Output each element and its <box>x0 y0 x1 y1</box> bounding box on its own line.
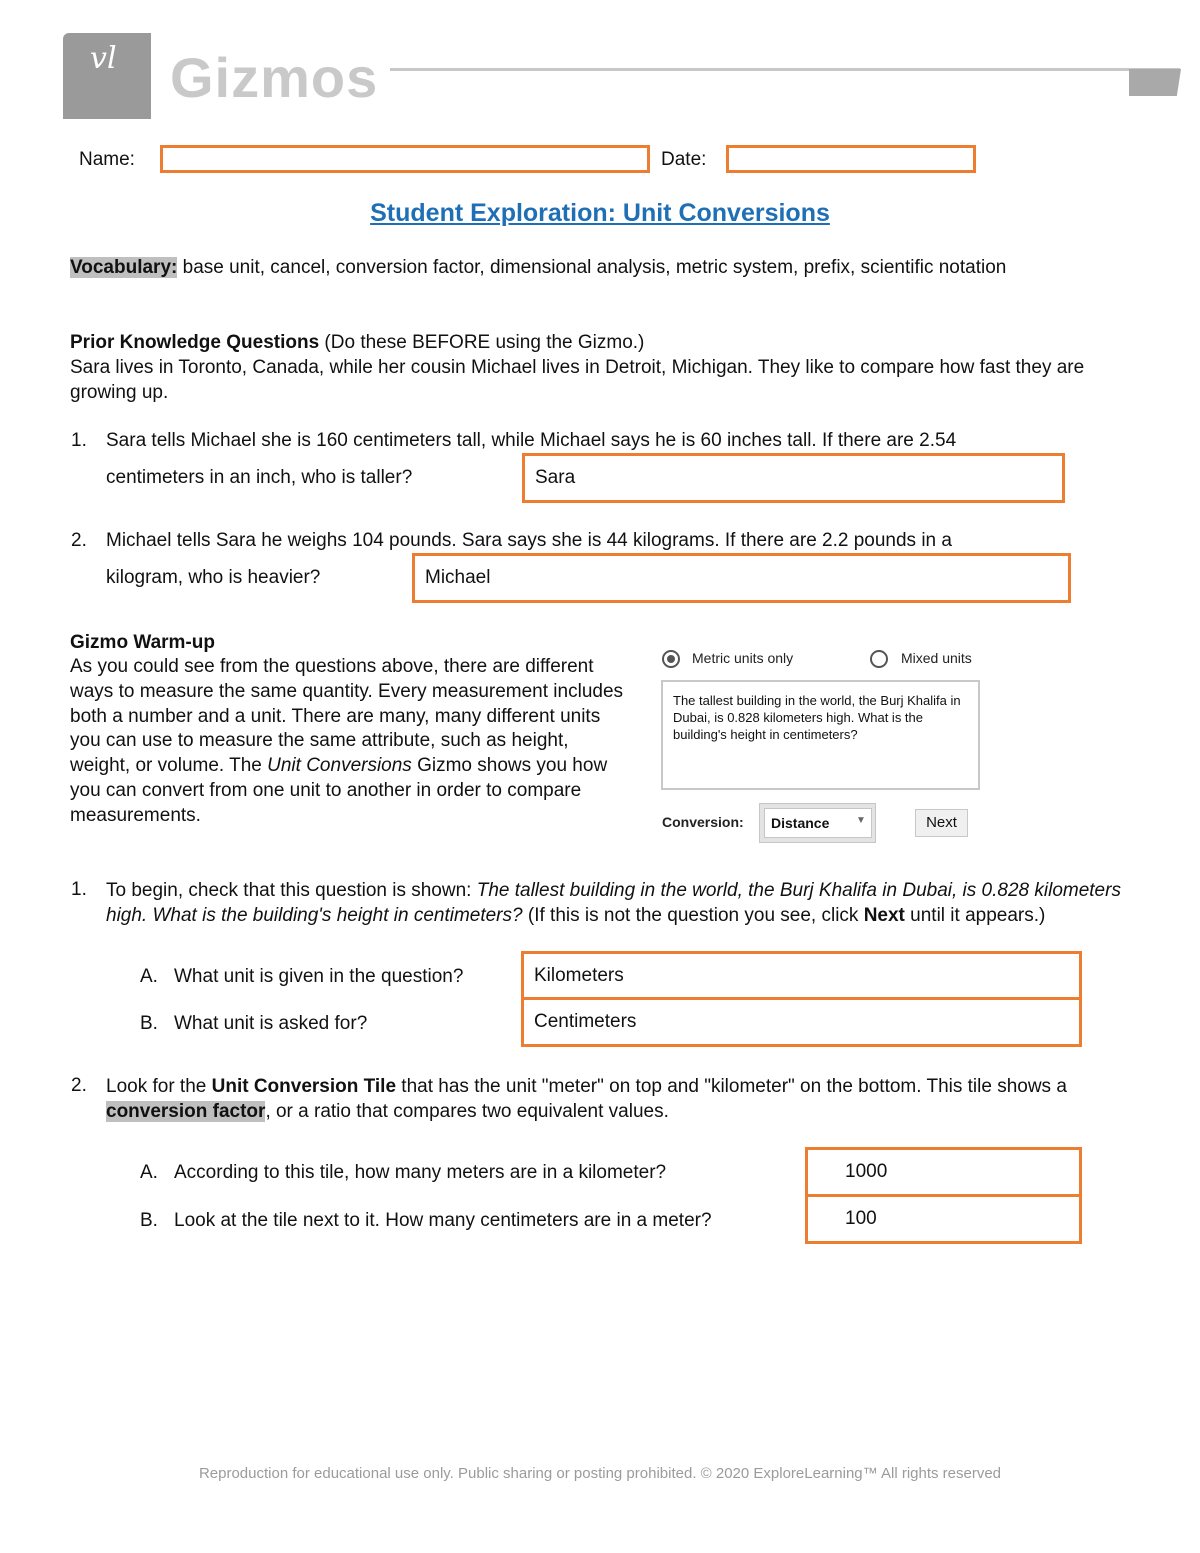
activity-q1a-label: A. <box>140 966 158 987</box>
prior-q1-text: Sara tells Michael she is 160 centimeters tall, while Michael says he is 60 inches tall. If there are 2.54 <box>106 430 957 451</box>
activity-q1a-text: What unit is given in the question? <box>174 966 464 987</box>
name-field[interactable] <box>160 145 650 173</box>
activity-q2a-label: A. <box>140 1162 158 1183</box>
date-field[interactable] <box>726 145 976 173</box>
warmup-gizmo-name: Unit Conversions <box>267 755 412 777</box>
activity-q2-text-a: Look for the <box>106 1076 212 1097</box>
prior-q2-answer[interactable]: Michael <box>412 553 1071 603</box>
radio-metric-label: Metric units only <box>692 650 794 666</box>
prior-q2-text: Michael tells Sara he weighs 104 pounds. Sara says she is 44 kilograms. If there are 2.2 pounds in a <box>106 530 952 551</box>
activity-q2a-text: According to this tile, how many meters are in a kilometer? <box>174 1162 667 1183</box>
next-button[interactable]: Next <box>915 809 968 837</box>
logo-mark: vl <box>90 41 117 76</box>
activity-q1-text-c: until it appears.) <box>904 905 1046 926</box>
vocabulary <box>70 255 1130 280</box>
radio-metric-units[interactable] <box>662 650 680 668</box>
warmup-heading: Gizmo Warm-up <box>70 632 215 653</box>
date-label: Date: <box>661 149 707 170</box>
prior-q2-number: 2. <box>71 530 87 551</box>
activity-q1a-answer[interactable]: Kilometers <box>521 951 1082 1000</box>
activity-q2-text <box>106 1074 1136 1124</box>
vocabulary-terms: base unit, cancel, conversion factor, dimensional analysis, metric system, prefix, scientific notation <box>177 257 1007 278</box>
warmup-text <box>70 655 630 829</box>
gizmo-question-box: The tallest building in the world, the Burj Khalifa in Dubai, is 0.828 kilometers high. What is the building's height in centimeters? <box>661 680 980 790</box>
header-tab <box>1129 69 1181 96</box>
prior-knowledge-heading <box>70 330 1130 355</box>
activity-q2a-answer[interactable]: 1000 <box>805 1147 1082 1197</box>
activity-q2-highlight: conversion factor <box>106 1101 266 1122</box>
activity-q1b-text: What unit is asked for? <box>174 1013 368 1034</box>
page-title: Student Exploration: Unit Conversions <box>370 199 830 227</box>
prior-heading-note: (Do these BEFORE using the Gizmo.) <box>319 332 645 353</box>
radio-mixed-units[interactable] <box>870 650 888 668</box>
activity-q1-question: The tallest building in the world, the Burj Khalifa in Dubai, is 0.828 kilometers high. What is the building's height in centimeters? <box>106 880 1121 926</box>
vocabulary-label: Vocabulary: <box>70 257 178 278</box>
brand-wordmark: Gizmos <box>170 46 379 109</box>
radio-mixed-label: Mixed units <box>901 650 972 666</box>
activity-q1-number: 1. <box>71 879 87 900</box>
activity-q1-text-a: To begin, check that this question is shown: <box>106 880 477 901</box>
warmup-text-b: Gizmo shows you how you can convert from one unit to another in order to compare measurements. <box>70 755 608 826</box>
activity-q1b-answer[interactable]: Centimeters <box>521 997 1082 1047</box>
prior-q1-number: 1. <box>71 430 87 451</box>
activity-q2b-text: Look at the tile next to it. How many centimeters are in a meter? <box>174 1210 712 1231</box>
header-rule <box>390 68 1180 71</box>
prior-q1-text-2: centimeters in an inch, who is taller? <box>106 467 413 488</box>
conversion-label: Conversion: <box>662 814 744 830</box>
conversion-select[interactable]: Distance <box>764 808 872 838</box>
prior-heading-text: Prior Knowledge Questions <box>70 332 320 353</box>
activity-q2-text-b: that has the unit "meter" on top and "kilometer" on the bottom. This tile shows a <box>396 1076 1067 1097</box>
warmup-text-a: As you could see from the questions above, there are different ways to measure the same quantity. Every measurement includes both a number and a unit. There are many, many different units you can use to measure the same attribute, such as height, weight, or volume. The <box>70 656 624 777</box>
chevron-down-icon: ▼ <box>856 815 866 826</box>
prior-q1-answer[interactable]: Sara <box>522 453 1065 503</box>
activity-q2b-answer[interactable]: 100 <box>805 1194 1082 1244</box>
activity-q2-text-c: , or a ratio that compares two equivalent values. <box>265 1101 669 1122</box>
footer-copyright: Reproduction for educational use only. Public sharing or posting prohibited. © 2020 ExploreLearning™ All rights reserved <box>198 1465 1002 1482</box>
activity-q2b-label: B. <box>140 1210 158 1231</box>
prior-intro: Sara lives in Toronto, Canada, while her cousin Michael lives in Detroit, Michigan. They like to compare how fast they are growing up. <box>70 357 1085 403</box>
name-label: Name: <box>79 149 135 170</box>
activity-q1-text <box>106 878 1136 928</box>
activity-q2-number: 2. <box>71 1075 87 1096</box>
activity-q2-tile-name: Unit Conversion Tile <box>211 1076 397 1097</box>
activity-q1b-label: B. <box>140 1013 158 1034</box>
activity-q1-next-word: Next <box>863 905 905 926</box>
prior-q2-text-2: kilogram, who is heavier? <box>106 567 321 588</box>
activity-q1-text-b: (If this is not the question you see, click <box>522 905 864 926</box>
